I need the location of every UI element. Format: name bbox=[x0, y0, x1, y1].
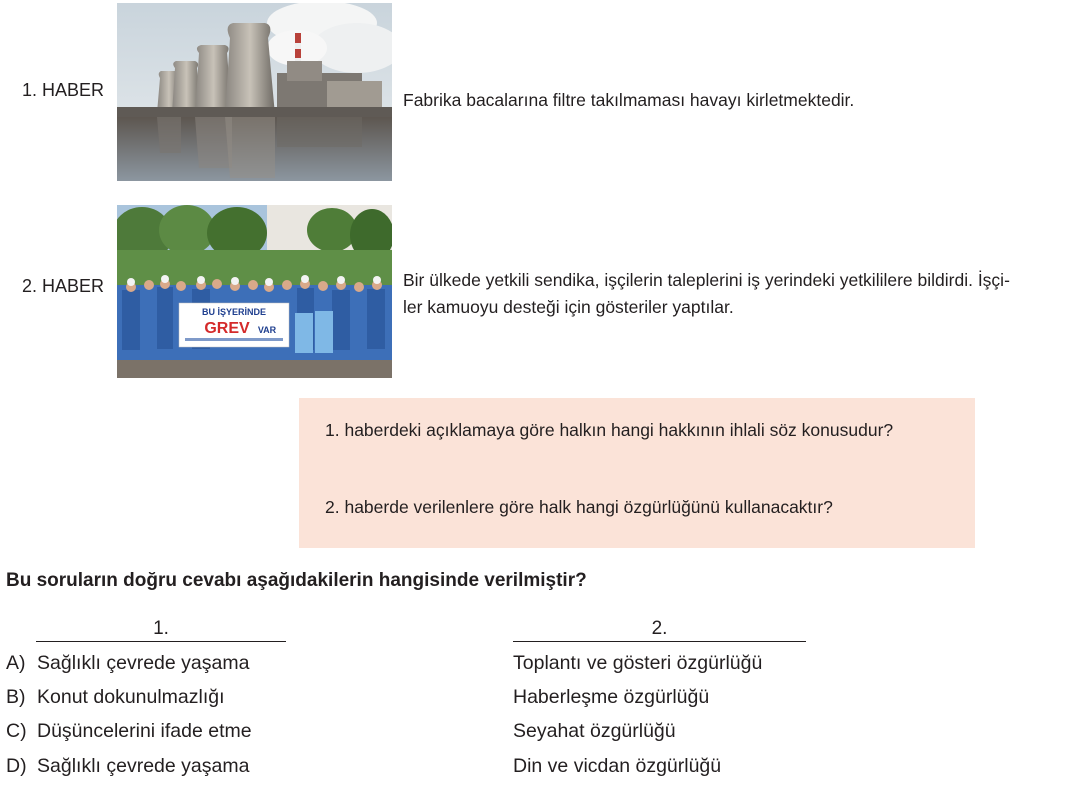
option-b-second: Haberleşme özgürlüğü bbox=[513, 686, 710, 708]
question-2: 2. haberde verilenlere göre halk hangi özgürlüğünü kullanacaktır? bbox=[325, 497, 833, 517]
news-2-text-line2: ler kamuoyu desteği için gösteriler yaptılar. bbox=[403, 297, 734, 317]
option-c-second: Seyahat özgürlüğü bbox=[513, 720, 676, 742]
banner-line1: BU İŞYERİNDE bbox=[201, 307, 267, 317]
option-a-letter[interactable]: A) bbox=[6, 652, 26, 674]
option-b-letter[interactable]: B) bbox=[6, 686, 26, 708]
option-a-second: Toplantı ve gösteri özgürlüğü bbox=[513, 652, 763, 674]
main-question: Bu soruların doğru cevabı aşağıdakilerin hangisinde verilmiştir? bbox=[6, 570, 587, 591]
news-2-text-line1: Bir ülkede yetkili sendika, işçilerin taleplerini iş yerindeki yetkililere bildirdi. İşçi- bbox=[403, 270, 1010, 290]
news-1-text: Fabrika bacalarına filtre takılmaması havayı kirletmektedir. bbox=[403, 90, 855, 110]
banner-line2: GREV bbox=[204, 320, 250, 337]
banner-line3: VAR bbox=[257, 325, 277, 335]
factory-photo bbox=[117, 3, 392, 181]
strike-protest-icon bbox=[117, 205, 392, 378]
option-b-first: Konut dokunulmazlığı bbox=[37, 686, 225, 708]
option-a-first: Sağlıklı çevrede yaşama bbox=[37, 652, 250, 674]
option-c-letter[interactable]: C) bbox=[6, 720, 27, 742]
option-d-second: Din ve vicdan özgürlüğü bbox=[513, 755, 722, 777]
column-1-header: 1. bbox=[36, 618, 286, 642]
factory-cooling-towers-icon bbox=[117, 3, 392, 181]
strike-photo bbox=[117, 205, 392, 378]
question-1: 1. haberdeki açıklamaya göre halkın hangi hakkının ihlali söz konusudur? bbox=[325, 420, 894, 440]
news-2-label: 2. HABER bbox=[22, 276, 105, 296]
column-2-header: 2. bbox=[513, 618, 806, 642]
option-d-first: Sağlıklı çevrede yaşama bbox=[37, 755, 250, 777]
question-box bbox=[299, 398, 975, 548]
option-d-letter[interactable]: D) bbox=[6, 755, 27, 777]
option-c-first: Düşüncelerini ifade etme bbox=[37, 720, 252, 742]
news-1-label: 1. HABER bbox=[22, 80, 105, 100]
